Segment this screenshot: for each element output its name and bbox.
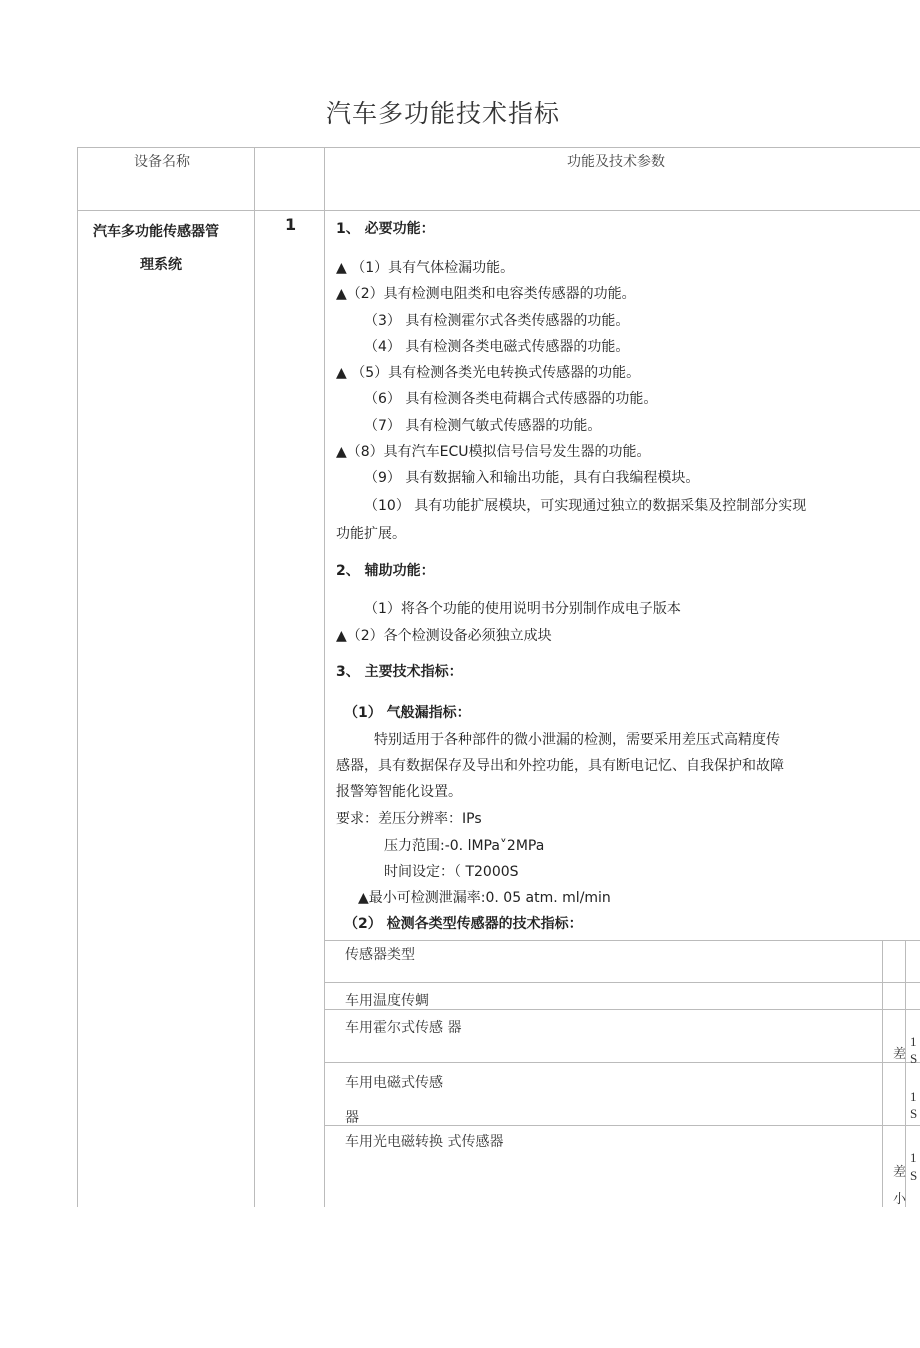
s2-item-2: ▲（2）各个检测设备必须独立成块	[336, 628, 552, 644]
req-line-2: 压力范围:-0. lMPa˅2MPa	[384, 838, 545, 854]
section-3-1-title: （1） 气般漏指标：	[344, 705, 471, 721]
clipped-cell-text: S	[910, 1051, 918, 1066]
device-name-line1: 汽车多功能传感器管	[93, 224, 219, 240]
req-line-1: 要求：差压分辨率：IPs	[336, 811, 482, 827]
s1-item-7: （7） 具有检测气敏式传感器的功能。	[364, 418, 602, 434]
s2-item-1: （1）将各个功能的使用说明书分别制作成电子版本	[364, 601, 681, 617]
row-index: 1	[285, 215, 297, 234]
sensor-type-header: 传感器类型	[345, 947, 415, 963]
sensor-table-row-line-4	[324, 1125, 920, 1126]
page-title: 汽车多功能技术指标	[325, 99, 560, 128]
s1-item-5: ▲ （5）具有检测各类光电转换式传感器的功能。	[336, 365, 641, 381]
s1-item-9: （9） 具有数据输入和输出功能，具有白我编程模块。	[364, 470, 700, 486]
s1-item-8: ▲（8）具有汽车ECU模拟信号信号发生器的功能。	[336, 444, 651, 460]
clipped-cell-text: 小	[893, 1191, 907, 1206]
sensor-table-col-line-1	[882, 940, 883, 1207]
s1-item-1: ▲ （1）具有气体检漏功能。	[336, 260, 515, 276]
s1-item-6: （6） 具有检测各类电荷耦合式传感器的功能。	[364, 391, 658, 407]
sensor-row-electromagnetic-1: 车用电磁式传感	[345, 1075, 443, 1091]
s1-item-10: （10） 具有功能扩展模块，可实现通过独立的数据采集及控制部分实现	[364, 498, 807, 514]
col-divider-2	[324, 147, 325, 1207]
s3-1-para-1: 特别适用于各种部件的微小泄漏的检测，需要采用差压式高精度传	[374, 732, 780, 748]
req-line-4: ▲最小可检测泄漏率:0. 05 atm. ml/min	[358, 890, 611, 906]
header-device-name: 设备名称	[134, 154, 190, 170]
section-3-2-title: （2） 检测各类型传感器的技术指标：	[344, 916, 583, 932]
table-top-border	[77, 147, 920, 148]
sensor-row-hall: 车用霍尔式传感 器	[345, 1020, 462, 1036]
sensor-row-electromagnetic-2: 器	[345, 1110, 359, 1126]
sensor-row-temperature: 车用温度传蜩	[345, 993, 429, 1009]
s3-1-para-2: 感器，具有数据保存及导出和外控功能，具有断电记忆、自我保护和故障	[336, 758, 784, 774]
section-2-title: 2、 辅助功能：	[336, 563, 435, 579]
header-function-params: 功能及技术参数	[567, 154, 665, 170]
sensor-row-photoelectric: 车用光电磁转换 式传感器	[345, 1134, 504, 1150]
device-name-line2: 理系统	[140, 257, 182, 273]
clipped-cell-text: 1	[910, 1150, 917, 1165]
clipped-cell-text: S	[910, 1106, 918, 1121]
col-divider-left	[77, 147, 78, 1207]
s1-item-3: （3） 具有检测霍尔式各类传感器的功能。	[364, 313, 630, 329]
s1-item-2: ▲（2）具有检测电阻类和电容类传感器的功能。	[336, 286, 636, 302]
col-divider-1	[254, 147, 255, 1207]
clipped-cell-text: 差	[893, 1046, 907, 1061]
sensor-table-top	[324, 940, 920, 941]
clipped-cell-text: 1	[910, 1034, 917, 1049]
section-1-title: 1、 必要功能：	[336, 221, 435, 237]
sensor-table-row-line-3	[324, 1062, 920, 1063]
header-bottom-border	[77, 210, 920, 211]
section-3-title: 3、 主要技术指标：	[336, 664, 463, 680]
sensor-table-row-line-1	[324, 982, 920, 983]
s1-item-10-cont: 功能扩展。	[336, 526, 406, 542]
clipped-cell-text: 1	[910, 1089, 917, 1104]
clipped-cell-text: 差	[893, 1164, 907, 1179]
s1-item-4: （4） 具有检测各类电磁式传感器的功能。	[364, 339, 630, 355]
s3-1-para-3: 报警筹智能化设置。	[336, 784, 462, 800]
req-line-3: 时间设定：（ T2000S	[384, 864, 519, 880]
clipped-cell-text: S	[910, 1168, 918, 1183]
